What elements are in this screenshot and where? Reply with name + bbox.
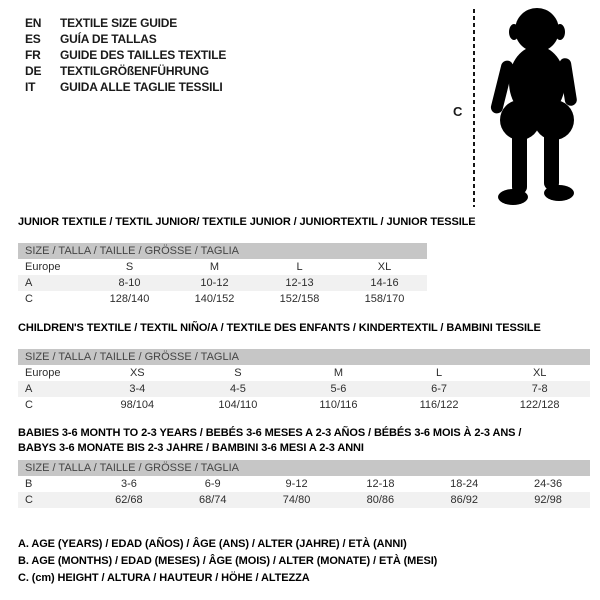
language-code: IT — [25, 80, 36, 94]
size-cell: M — [333, 367, 344, 379]
language-title: GUIDA ALLE TAGLIE TESSILI — [60, 80, 223, 94]
size-cell: 14-16 — [370, 277, 399, 289]
footnote-a: A. AGE (YEARS) / EDAD (AÑOS) / ÂGE (ANS) / ALTER (JAHRE) / ETÀ (ANNI) — [18, 538, 407, 550]
size-cell: 3-6 — [120, 478, 137, 490]
size-cell: 92/98 — [534, 494, 562, 506]
language-code: FR — [25, 48, 41, 62]
size-cell: 80/86 — [366, 494, 395, 506]
height-dashed-line — [473, 9, 475, 207]
table-row — [18, 492, 590, 508]
table-row — [18, 381, 590, 397]
table-title — [18, 426, 590, 456]
height-measure-label: C — [453, 104, 463, 119]
row-label: Europe — [25, 367, 61, 379]
row-label: B — [25, 478, 33, 490]
language-title: GUÍA DE TALLAS — [60, 32, 157, 46]
table-rows — [18, 365, 590, 413]
size-table-babies — [18, 426, 590, 508]
table-row — [18, 365, 590, 381]
table-size-header: SIZE / TALLA / TAILLE / GRÖSSE / TAGLIA — [18, 349, 590, 365]
language-row — [25, 79, 226, 95]
row-label: Europe — [25, 261, 61, 273]
table-row — [18, 476, 590, 492]
baby-silhouette-icon — [482, 4, 588, 212]
language-title-block — [25, 15, 226, 95]
table-rows — [18, 476, 590, 508]
table-row — [18, 291, 427, 307]
size-cell: 68/74 — [198, 494, 227, 506]
size-cell: 24-36 — [533, 478, 563, 490]
size-cell: 128/140 — [109, 293, 150, 305]
language-row — [25, 31, 226, 47]
size-cell: 140/152 — [194, 293, 235, 305]
size-cell: 9-12 — [285, 478, 308, 490]
row-label: C — [25, 494, 33, 506]
row-label: C — [25, 399, 33, 411]
size-table-children — [18, 321, 590, 413]
footnote-b: B. AGE (MONTHS) / EDAD (MESES) / ÂGE (MOIS) / ALTER (MONATE) / ETÀ (MESI) — [18, 555, 438, 567]
table-title: JUNIOR TEXTILE / TEXTIL JUNIOR/ TEXTILE JUNIOR / JUNIORTEXTIL / JUNIOR TESSILE — [18, 216, 476, 228]
table-row — [18, 397, 590, 413]
size-cell: S — [125, 261, 134, 273]
size-cell: 152/158 — [279, 293, 320, 305]
size-cell: 104/110 — [218, 399, 258, 411]
footnote-c: C. (cm) HEIGHT / ALTURA / HAUTEUR / HÖHE / ALTEZZA — [18, 572, 310, 584]
size-table-junior — [18, 215, 476, 307]
size-cell: 6-7 — [431, 383, 448, 395]
size-cell: 3-4 — [129, 383, 146, 395]
table-size-header: SIZE / TALLA / TAILLE / GRÖSSE / TAGLIA — [18, 243, 427, 259]
size-cell: 110/116 — [319, 399, 358, 411]
language-code: DE — [25, 64, 42, 78]
table-size-header: SIZE / TALLA / TAILLE / GRÖSSE / TAGLIA — [18, 460, 590, 476]
language-code: EN — [25, 16, 42, 30]
language-row — [25, 15, 226, 31]
footnotes — [18, 536, 437, 587]
table-rows — [18, 259, 427, 307]
size-cell: XL — [377, 261, 392, 273]
row-label: A — [25, 277, 33, 289]
language-title: TEXTILGRÖßENFÜHRUNG — [60, 64, 209, 78]
language-title: GUIDE DES TAILLES TEXTILE — [60, 48, 227, 62]
size-cell: 4-5 — [229, 383, 246, 395]
size-cell: 98/104 — [120, 399, 155, 411]
size-cell: 5-6 — [330, 383, 347, 395]
size-cell: L — [436, 367, 443, 379]
size-cell: 8-10 — [118, 277, 141, 289]
table-title-line2: BABYS 3-6 MONATE BIS 2-3 JAHRE / BAMBINI 3-6 MESI A 2-3 ANNI — [18, 442, 364, 454]
size-cell: 18-24 — [450, 478, 479, 490]
size-cell: 7-8 — [531, 383, 548, 395]
row-label: C — [25, 293, 33, 305]
size-cell: M — [209, 261, 220, 273]
language-row — [25, 47, 226, 63]
size-cell: L — [296, 261, 303, 273]
table-row — [18, 275, 427, 291]
size-cell: 158/170 — [364, 293, 405, 305]
language-row — [25, 63, 226, 79]
size-cell: S — [234, 367, 242, 379]
table-title-line1: BABIES 3-6 MONTH TO 2-3 YEARS / BEBÉS 3-6 MESES A 2-3 AÑOS / BÉBÉS 3-6 MOIS À 2-3 ANS / — [18, 427, 522, 439]
size-cell: XS — [129, 367, 145, 379]
size-cell: 122/128 — [519, 399, 560, 411]
size-cell: 74/80 — [282, 494, 311, 506]
row-label: A — [25, 383, 33, 395]
size-cell: 12-18 — [366, 478, 395, 490]
size-cell: 116/122 — [419, 399, 459, 411]
size-cell: 12-13 — [285, 277, 314, 289]
size-cell: 10-12 — [200, 277, 229, 289]
size-cell: 62/68 — [115, 494, 143, 506]
language-title: TEXTILE SIZE GUIDE — [60, 16, 178, 30]
size-cell: 6-9 — [204, 478, 221, 490]
table-row — [18, 259, 427, 275]
size-cell: 86/92 — [450, 494, 478, 506]
size-cell: XL — [532, 367, 547, 379]
table-title: CHILDREN'S TEXTILE / TEXTIL NIÑO/A / TEXTILE DES ENFANTS / KINDERTEXTIL / BAMBINI TESSILE — [18, 322, 541, 334]
language-code: ES — [25, 32, 41, 46]
